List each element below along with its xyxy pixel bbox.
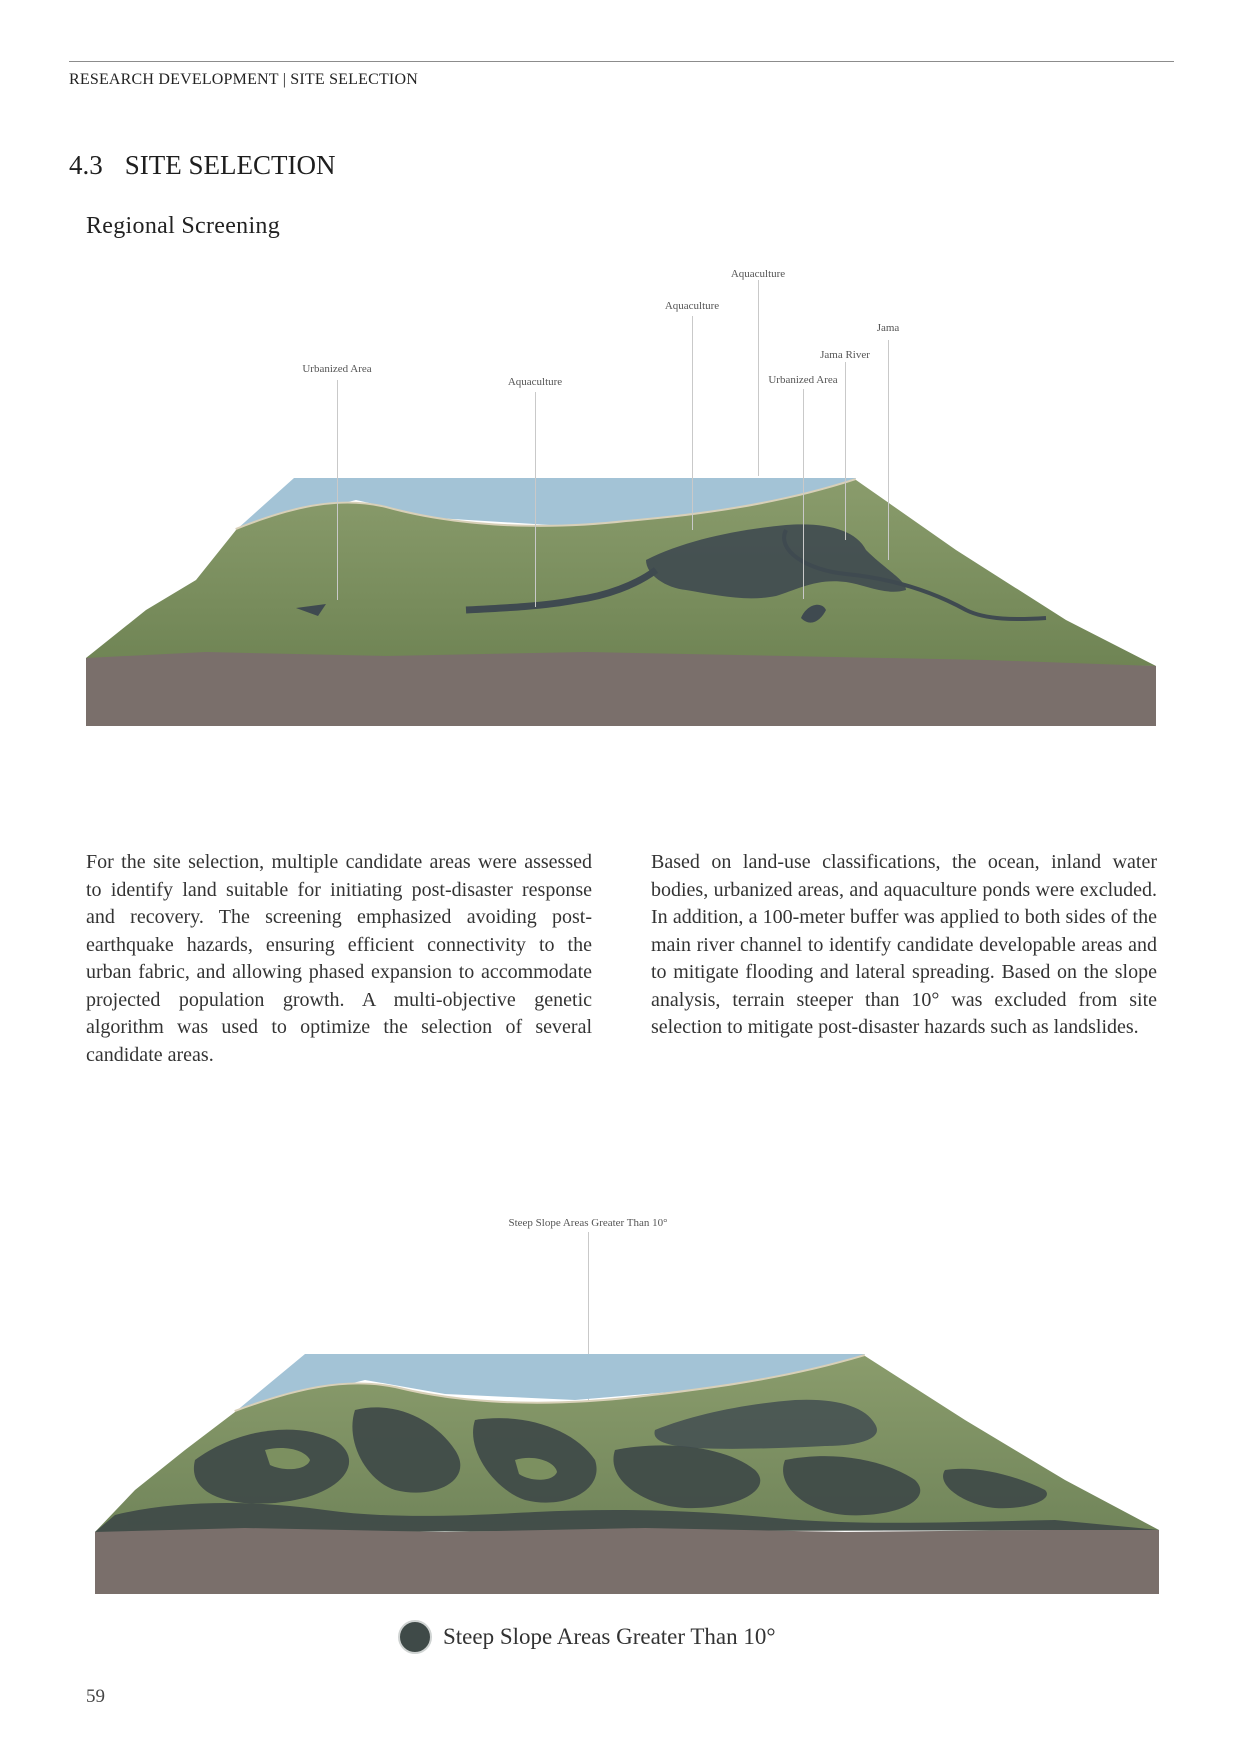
leader-line: [803, 389, 804, 599]
callout-label: Jama: [876, 322, 900, 334]
leader-line: [535, 392, 536, 607]
terrain-map-illustration: [95, 1350, 1159, 1594]
callout-label: Jama River: [820, 349, 870, 361]
callout-label: Aquaculture: [664, 300, 720, 312]
leader-line: [337, 380, 338, 600]
section-title: [69, 150, 335, 181]
running-head: RESEARCH DEVELOPMENT | SITE SELECTION: [69, 71, 418, 88]
header-rule: [69, 61, 1174, 62]
legend-swatch-steep-slope: [398, 1620, 432, 1654]
leader-line: [845, 362, 846, 540]
callout-label: Urbanized Area: [768, 374, 838, 386]
legend: [398, 1617, 776, 1657]
leader-line: [692, 316, 693, 530]
leader-line: [758, 280, 759, 476]
body-paragraph-left: For the site selection, multiple candidate areas were assessed to identify land suitable for initiating post-disaster response and recovery. The screening emphasized avoiding post-earthquake hazards, ensuring efficient connectivity to the urban fabric, and allowing phased expansion to accommodate projected population growth. A multi-objective genetic algorithm was used to optimize the selection of several candidate areas.: [86, 851, 592, 1066]
callout-label: Aquaculture: [730, 268, 786, 280]
section-title-text: SITE SELECTION: [124, 150, 336, 180]
terrain-map-illustration: [86, 470, 1156, 726]
body-paragraph-right: Based on land-use classifications, the ocean, inland water bodies, urbanized areas, and aquaculture ponds were excluded. In addition, a 100-meter buffer was applied to both sides of the main river channel to identify candidate developable areas and to mitigate flooding and lateral spreading. Based on the slope analysis, terrain steeper than 10° was excluded from site selection to mitigate post-disaster hazards such as landslides.: [651, 851, 1157, 1038]
terrain-map-steep-slope: [95, 1350, 1159, 1594]
callout-label: Aquaculture: [507, 376, 563, 388]
page-number: 59: [86, 1686, 105, 1707]
terrain-map-land-use: [86, 470, 1156, 726]
subsection-title: Regional Screening: [86, 213, 281, 239]
leader-line: [888, 340, 889, 560]
legend-label: Steep Slope Areas Greater Than 10°: [443, 1624, 776, 1649]
callout-label: Urbanized Area: [302, 363, 372, 375]
section-number: 4.3: [69, 150, 103, 180]
callout-steep-slope: Steep Slope Areas Greater Than 10°: [508, 1217, 668, 1229]
